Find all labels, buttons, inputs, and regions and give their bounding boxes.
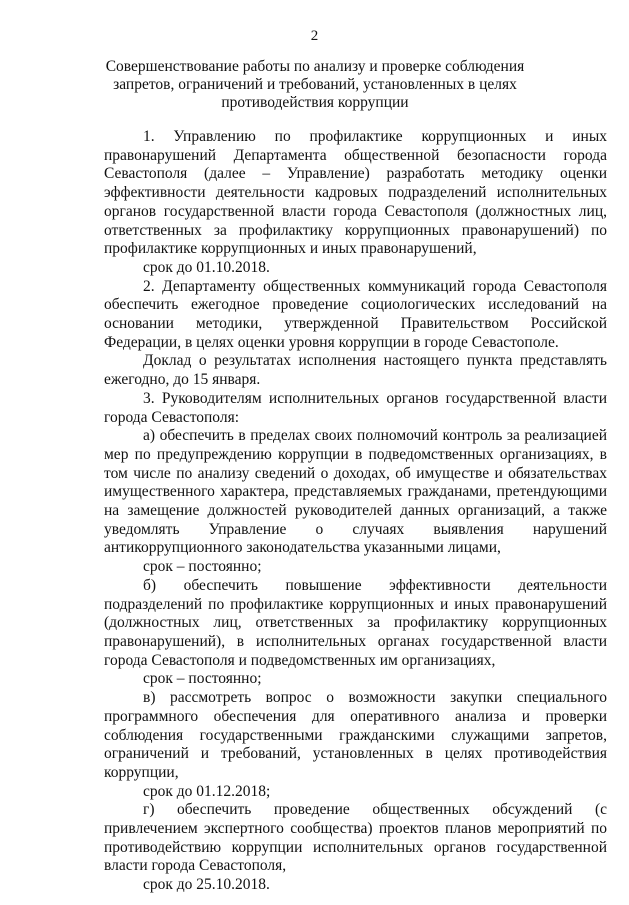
item-3b-deadline: срок – постоянно;	[143, 670, 262, 688]
item-3a-deadline: срок – постоянно;	[143, 558, 262, 576]
item-3-paragraph: 3. Руководителям исполнительных органов государственной власти города Севастополя:	[104, 389, 607, 426]
item-3g-deadline: срок до 25.10.2018.	[143, 876, 270, 894]
section-title: Совершенствование работы по анализу и проверке соблюдения запретов, ограничений и требований, установленных в целях противодействия коррупции	[105, 58, 525, 111]
item-1-paragraph: 1. Управлению по профилактике коррупционных и иных правонарушений Департамента общественной безопасности города Севастополя (далее – Управление) разработать методику оценки эффективности деятельности кадровых подразделений исполнительных органов государственной власти города Севастополя (должностных лиц, ответственных за профилактику коррупционных правонарушений) по профилактике коррупционных и иных правонарушений,	[104, 128, 607, 258]
document-body	[104, 128, 607, 895]
item-3v-paragraph: в) рассмотреть вопрос о возможности закупки специального программного обеспечения для оперативного анализа и проверки соблюдения государственными гражданскими служащими запретов, ограничений и требований, установленных в целях противодействия коррупции,	[104, 689, 607, 781]
item-3g-paragraph: г) обеспечить проведение общественных обсуждений (с привлечением экспертного сообщества) проектов планов мероприятий по противодействию коррупции исполнительных органов государственной власти города Севастополя,	[104, 801, 607, 875]
item-2-report-paragraph: Доклад о результатах исполнения настоящего пункта представлять ежегодно, до 15 января.	[104, 352, 607, 389]
item-1-deadline: срок до 01.10.2018.	[143, 258, 270, 276]
item-3b-paragraph: б) обеспечить повышение эффективности деятельности подразделений по профилактике коррупционных и иных правонарушений (должностных лиц, ответственных за профилактику коррупционных правонарушений), в исполнительных органах государственной власти города Севастополя и подведомственных им организациях,	[104, 576, 607, 669]
page-number: 2	[310, 28, 319, 44]
item-2-paragraph: 2. Департаменту общественных коммуникаций города Севастополя обеспечить ежегодное проведение социологических исследований на основании методики, утвержденной Правительством Российской Федерации, в целях оценки уровня коррупции в городе Севастополе.	[104, 277, 607, 351]
item-3v-deadline: срок до 01.12.2018;	[143, 782, 271, 800]
item-3a-paragraph: а) обеспечить в пределах своих полномочий контроль за реализацией мер по предупреждению коррупции в подведомственных организациях, в том числе по анализу сведений о доходах, об имуществе и обязательствах имущественного характера, представляемых гражданами, претендующими на замещение должностей руководителей данных организаций, а также уведомлять Управление о случаях выявления нарушений антикоррупционного законодательства указанными лицами,	[104, 427, 607, 557]
